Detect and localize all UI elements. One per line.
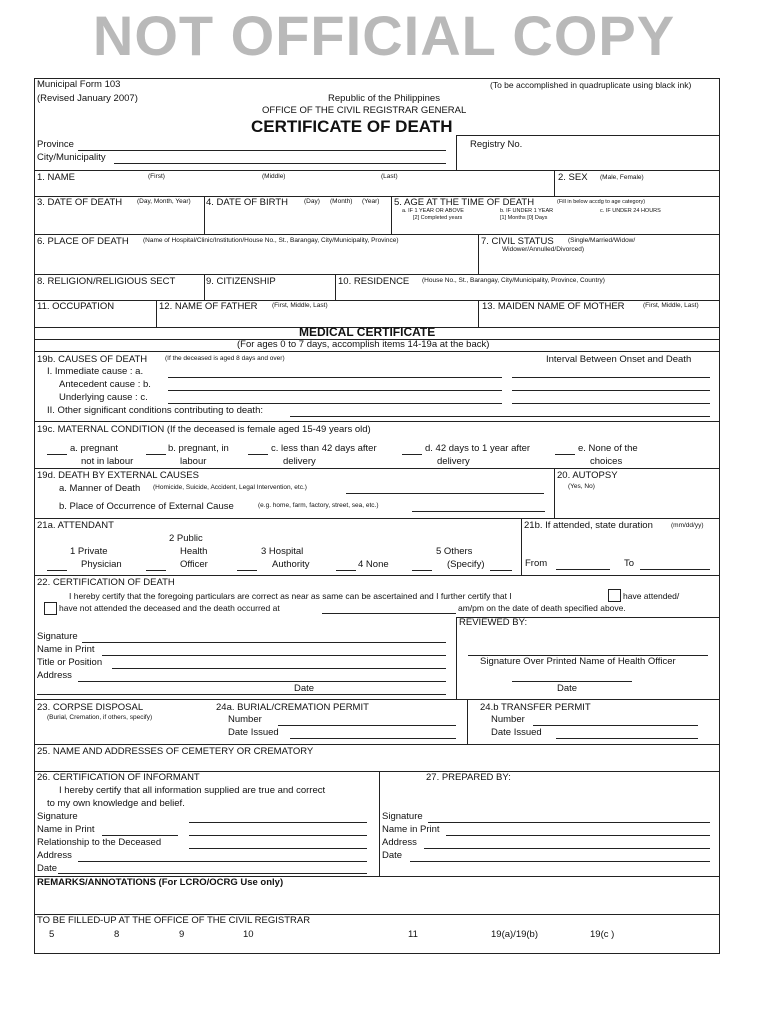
attendant-others-1: 5 Others: [436, 546, 473, 557]
prepared-address-line[interactable]: [424, 848, 710, 849]
certification-text-1: I hereby certify that the foregoing particulars are correct as near as same can be ascertained and I further certify that I: [69, 591, 512, 601]
informant-name-line-b[interactable]: [189, 835, 367, 836]
province-label: Province: [37, 139, 74, 150]
duration-from-line[interactable]: [556, 569, 610, 570]
informant-name-line-a[interactable]: [102, 835, 178, 836]
immediate-interval-line[interactable]: [512, 377, 710, 378]
burial-date-label: Date Issued: [228, 727, 279, 738]
prepared-signature-line[interactable]: [428, 822, 710, 823]
duration-hint: (mm/dd/yy): [671, 522, 704, 529]
attendant-others-blank[interactable]: [412, 570, 432, 571]
health-officer-signature-label: Signature Over Printed Name of Health Officer: [480, 656, 676, 667]
age-a-label: a. IF 1 YEAR OR ABOVE: [402, 208, 464, 214]
father-name-hint: (First, Middle, Last): [272, 302, 328, 309]
maternal-d-line2: delivery: [437, 456, 470, 467]
informant-label: 26. CERTIFICATION OF INFORMANT: [37, 772, 200, 783]
last-hint: (Last): [381, 173, 398, 180]
sex-hint: (Male, Female): [600, 174, 644, 181]
corpse-disposal-hint: (Burial, Cremation, if others, specify): [47, 714, 153, 721]
watermark: NOT OFFICIAL COPY: [92, 4, 676, 67]
civil-status-label: 7. CIVIL STATUS: [481, 236, 554, 247]
place-occurrence-line[interactable]: [412, 511, 545, 512]
manner-of-death-line[interactable]: [346, 493, 544, 494]
medical-subtitle: (For ages 0 to 7 days, accomplish items 14-19a at the back): [237, 339, 490, 350]
first-hint: (First): [148, 173, 165, 180]
cert-signature-line[interactable]: [82, 642, 446, 643]
registrar-code-19ab: 19(a)/19(b): [491, 929, 538, 940]
maternal-a-line2: not in labour: [81, 456, 134, 467]
reviewed-by-label: REVIEWED BY:: [459, 617, 528, 628]
maternal-c-blank[interactable]: [248, 454, 268, 455]
maternal-d-blank[interactable]: [402, 454, 422, 455]
residence-hint: (House No., St., Barangay, City/Municipality, Province, Country): [422, 277, 605, 284]
informant-date-label: Date: [37, 863, 58, 874]
maternal-b-blank[interactable]: [146, 454, 166, 455]
certification-label: 22. CERTIFICATION OF DEATH: [37, 577, 175, 588]
transfer-number-line[interactable]: [533, 725, 698, 726]
prepared-by-label: 27. PREPARED BY:: [426, 772, 511, 783]
prepared-address-label: Address: [382, 837, 417, 848]
page-title: CERTIFICATE OF DEATH: [251, 117, 453, 136]
duration-to-line[interactable]: [640, 569, 710, 570]
attendant-private-1: 1 Private: [70, 546, 108, 557]
informant-relationship-label: Relationship to the Deceased: [37, 837, 162, 848]
mother-name-hint: (First, Middle, Last): [643, 302, 699, 309]
causes-hint: (If the deceased is aged 8 days and over): [165, 355, 285, 362]
manner-of-death-hint: (Homicide, Suicide, Accident, Legal Intervention, etc.): [153, 484, 307, 491]
prepared-date-label: Date: [382, 850, 403, 861]
attendant-public-1: Health: [180, 546, 208, 557]
date-of-death-label: 3. DATE OF DEATH: [37, 197, 123, 208]
attendant-hospital-blank[interactable]: [237, 570, 257, 571]
occupation-label: 11. OCCUPATION: [37, 301, 115, 312]
age-b-sub: [1] Months [0] Days: [500, 215, 548, 221]
informant-signature-label: Signature: [37, 811, 78, 822]
attendant-none-blank[interactable]: [336, 570, 356, 571]
reviewed-date-label: Date: [557, 683, 578, 694]
religion-label: 8. RELIGION/RELIGIOUS SECT: [37, 276, 176, 287]
informant-relationship-line[interactable]: [189, 848, 367, 849]
maternal-c-line2: delivery: [283, 456, 316, 467]
maternal-b-line2: labour: [180, 456, 207, 467]
registrar-code-9: 9: [179, 929, 185, 940]
attendant-none: 4 None: [358, 559, 389, 570]
remarks-label: REMARKS/ANNOTATIONS (For LCRO/OCRG Use only): [37, 877, 284, 888]
registrar-code-11: 11: [408, 929, 418, 940]
place-of-death-hint: (Name of Hospital/Clinic/Institution/House No., St., Barangay, City/Municipality, Province): [143, 237, 399, 244]
informant-text-2: to my own knowledge and belief.: [47, 798, 185, 809]
city-label: City/Municipality: [37, 152, 106, 163]
republic-label: Republic of the Philippines: [328, 93, 440, 104]
civil-status-hint-1: (Single/Married/Widow/: [568, 237, 636, 244]
attendant-hospital-1: 3 Hospital: [261, 546, 304, 557]
residence-label: 10. RESIDENCE: [338, 276, 410, 287]
dob-year-hint: (Year): [362, 198, 380, 205]
have-not-attended-checkbox[interactable]: [44, 602, 57, 615]
informant-address-line[interactable]: [78, 861, 367, 862]
causes-of-death-label: 19b. CAUSES OF DEATH: [37, 354, 148, 365]
external-causes-label: 19d. DEATH BY EXTERNAL CAUSES: [37, 470, 199, 481]
cert-name-line[interactable]: [102, 655, 446, 656]
place-occurrence-label: b. Place of Occurrence of External Cause: [59, 501, 234, 512]
middle-hint: (Middle): [262, 173, 286, 180]
attendant-others-line[interactable]: [490, 570, 512, 571]
antecedent-cause-line[interactable]: [168, 390, 502, 391]
have-attended-checkbox[interactable]: [608, 589, 621, 602]
attendant-label: 21a. ATTENDANT: [37, 520, 114, 531]
burial-date-line[interactable]: [290, 738, 456, 739]
cert-title-label: Title or Position: [37, 657, 103, 668]
province-line[interactable]: [78, 150, 446, 151]
antecedent-cause-label: Antecedent cause : b.: [59, 379, 151, 390]
prepared-date-line[interactable]: [410, 861, 710, 862]
maternal-a-line1: a. pregnant: [70, 443, 119, 454]
age-b-label: b. IF UNDER 1 YEAR: [500, 208, 554, 214]
registrar-code-5: 5: [49, 929, 55, 940]
burial-number-label: Number: [228, 714, 262, 725]
cemetery-label: 25. NAME AND ADDRESSES OF CEMETERY OR CREMATORY: [37, 746, 314, 757]
informant-name-label: Name in Print: [37, 824, 95, 835]
citizenship-label: 9. CITIZENSHIP: [206, 276, 276, 287]
attendant-private-2: Physician: [81, 559, 122, 570]
maternal-a-blank[interactable]: [47, 454, 67, 455]
revised-date: (Revised January 2007): [37, 93, 138, 104]
underlying-cause-line[interactable]: [168, 403, 502, 404]
prepared-signature-label: Signature: [382, 811, 423, 822]
cert-address-line-2[interactable]: [37, 694, 446, 695]
manner-of-death-label: a. Manner of Death: [59, 483, 141, 494]
office-label: OFFICE OF THE CIVIL REGISTRAR GENERAL: [262, 105, 467, 116]
attendant-private-blank[interactable]: [47, 570, 67, 571]
maternal-b-line1: b. pregnant, in: [168, 443, 229, 454]
maternal-e-line2: choices: [590, 456, 623, 467]
underlying-interval-line[interactable]: [512, 403, 710, 404]
ink-instruction: (To be accomplished in quadruplicate using black ink): [490, 80, 692, 90]
attendant-hospital-2: Authority: [272, 559, 310, 570]
maternal-condition-label: 19c. MATERNAL CONDITION (If the deceased is female aged 15-49 years old): [37, 424, 371, 435]
father-name-label: 12. NAME OF FATHER: [159, 301, 258, 312]
dob-month-hint: (Month): [330, 198, 353, 205]
cert-date-label: Date: [294, 683, 315, 694]
immediate-cause-label: I. Immediate cause : a.: [47, 366, 144, 377]
registrar-label: TO BE FILLED-UP AT THE OFFICE OF THE CIVIL REGISTRAR: [37, 915, 311, 926]
autopsy-hint: (Yes, No): [568, 483, 595, 490]
burial-number-line[interactable]: [278, 725, 456, 726]
sex-label: 2. SEX: [558, 172, 588, 183]
form-number: Municipal Form 103: [37, 79, 121, 90]
age-hint: (Fill in below accdg to age category): [557, 199, 646, 205]
have-attended-label: have attended/: [623, 591, 680, 601]
mother-name-label: 13. MAIDEN NAME OF MOTHER: [482, 301, 625, 312]
antecedent-interval-line[interactable]: [512, 390, 710, 391]
burial-permit-label: 24a. BURIAL/CREMATION PERMIT: [216, 702, 369, 713]
other-conditions-line[interactable]: [290, 416, 710, 417]
autopsy-label: 20. AUTOPSY: [557, 470, 618, 481]
transfer-date-label: Date Issued: [491, 727, 542, 738]
maternal-d-line1: d. 42 days to 1 year after: [425, 443, 531, 454]
transfer-number-label: Number: [491, 714, 525, 725]
certification-text-3: am/pm on the date of death specified above.: [458, 603, 626, 613]
date-of-death-hint: (Day, Month, Year): [137, 198, 191, 205]
immediate-cause-line[interactable]: [168, 377, 502, 378]
death-place-time-line[interactable]: [322, 613, 456, 614]
reviewed-date-line[interactable]: [512, 681, 632, 682]
corpse-disposal-label: 23. CORPSE DISPOSAL: [37, 702, 144, 713]
duration-label: 21b. If attended, state duration: [524, 520, 653, 531]
maternal-e-line1: e. None of the: [578, 443, 638, 454]
other-conditions-label: II. Other significant conditions contributing to death:: [47, 405, 263, 416]
registry-label: Registry No.: [470, 139, 523, 150]
prepared-name-line[interactable]: [446, 835, 710, 836]
prepared-name-label: Name in Print: [382, 824, 440, 835]
place-of-death-label: 6. PLACE OF DEATH: [37, 236, 129, 247]
attendant-public-blank[interactable]: [146, 570, 166, 571]
place-occurrence-hint: (e.g. home, farm, factory, street, sea, etc.): [258, 502, 379, 509]
dob-day-hint: (Day): [304, 198, 320, 205]
informant-date-line[interactable]: [58, 873, 367, 874]
medical-certificate-title: MEDICAL CERTIFICATE: [299, 325, 436, 339]
cert-title-line[interactable]: [112, 668, 446, 669]
cert-address-line[interactable]: [78, 681, 446, 682]
age-c-label: c. IF UNDER 24 HOURS: [600, 208, 661, 214]
cert-signature-label: Signature: [37, 631, 78, 642]
transfer-permit-label: 24.b TRANSFER PERMIT: [480, 702, 591, 713]
informant-signature-line[interactable]: [189, 822, 367, 823]
cert-address-label: Address: [37, 670, 72, 681]
maternal-c-line1: c. less than 42 days after: [271, 443, 377, 454]
civil-status-hint-2: Widower/Annulled/Divorced): [502, 246, 585, 253]
registrar-code-8: 8: [114, 929, 120, 940]
registrar-code-19c: 19(c ): [590, 929, 615, 940]
attendant-others-2: (Specify): [447, 559, 485, 570]
city-line[interactable]: [114, 163, 446, 164]
duration-from-label: From: [525, 558, 548, 569]
informant-text-1: I hereby certify that all information supplied are true and correct: [59, 785, 326, 796]
cert-name-label: Name in Print: [37, 644, 95, 655]
name-label: 1. NAME: [37, 172, 76, 183]
interval-label: Interval Between Onset and Death: [546, 354, 692, 365]
transfer-date-line[interactable]: [556, 738, 698, 739]
attendant-public-num: 2 Public: [169, 533, 203, 544]
age-label: 5. AGE AT THE TIME OF DEATH: [394, 197, 535, 208]
certification-text-2: have not attended the deceased and the death occurred at: [59, 603, 280, 613]
underlying-cause-label: Underlying cause : c.: [59, 392, 148, 403]
age-a-sub: [2] Completed years: [413, 215, 463, 221]
attendant-public-2: Officer: [180, 559, 208, 570]
duration-to-label: To: [624, 558, 635, 569]
informant-address-label: Address: [37, 850, 72, 861]
date-of-birth-label: 4. DATE OF BIRTH: [206, 197, 288, 208]
registrar-code-10: 10: [243, 929, 254, 940]
maternal-e-blank[interactable]: [555, 454, 575, 455]
